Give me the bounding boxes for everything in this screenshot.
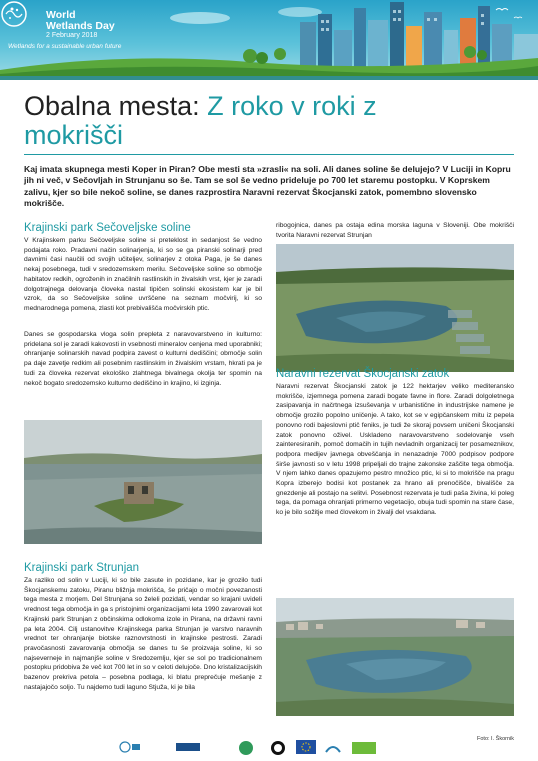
wwf-logo-icon <box>270 740 286 757</box>
event-title <box>46 10 115 32</box>
world-wetlands-day-logo-icon <box>0 0 34 28</box>
title-part-3: mokrišči <box>24 120 123 150</box>
photo-strunjan-aerial <box>276 244 514 372</box>
title-divider <box>24 154 514 155</box>
header-banner <box>0 0 538 80</box>
skocjan-paragraph-1: Naravni rezervat Škocjanski zatok je 122 hektarjev veliko mediteransko mokrišče, izjemnega pomena zaradi bogate favne in flore. Zaradi dolgoletnega zasipavanja in načrtnega izsuševanja v urbanistične in industrijske namene je območje grozilo popolno uničenje. A tako, kot se v egipčanskem mitu iz pepela ponovno rodi bajeslovni ptič feniks, je tudi že skoraj povsem uničeni Škocjanski zatok ponovno oživel. Uskladeno naravovarstveno sodelovanje vseh zainteresiranih, pomoč domačih in tujih nevladnih organizacij ter posameznikov, podpora medijev javnega obveščanja in nenazadnje 7000 podpisov podpore širše javnosti so v letu 1998 pripeljali do trajne zakonske zaščite tega območja. V njem lahko danes opazujemo pestro množico ptic, ki si to mokrišče na pragu Kopra izberejo bodisi kot postanek za hrano ali prenočišče, bivališče za gnezdenje ali postajo na selitvi. Posebnost rezervata je tudi paša živina, ki poleg tega, da pomaga ohranjati primerno vegetacijo, obuja tudi spomin na stare čase, ko je bilo sožitje med človekom in živalji del vsakdana. <box>276 383 514 517</box>
photo-secovlje-ruins <box>24 420 262 544</box>
ramsar-logo-icon <box>118 740 140 755</box>
section-heading-skocjan: Naravni rezervat Škocjanski zatok <box>276 368 450 380</box>
dopps-logo-icon <box>324 740 342 757</box>
section-heading-secovlje: Krajinski park Sečoveljske soline <box>24 222 191 234</box>
event-title-line2: Wetlands Day <box>46 20 115 32</box>
footer-logos <box>0 736 538 761</box>
title-part-2: Z roko v roki z <box>207 91 377 121</box>
partner-logo-icon <box>236 740 256 757</box>
park-logo-icon <box>352 740 376 757</box>
event-date: 2 February 2018 <box>46 32 98 39</box>
section-heading-strunjan: Krajinski park Strunjan <box>24 562 140 574</box>
intro-paragraph: Kaj imata skupnega mesti Koper in Piran? Obe mesti sta »zrasli« na soli. Ali danes soline še delujejo? V Luciji in Kopru jih ni več, v Sečovljah in Strunjanu so še. Tam se sol še vedno prideluje po 700 let staremu postopku. V Koprskem zalivu, kjer so bile nekoč soline, se danes razprostira Naravni rezervat Škocjanski zatok, pomembno slovensko mokrišče. <box>24 164 511 209</box>
strunjan-paragraph-continued: ribogojnica, danes pa ostaja edina morska laguna v Sloveniji. Obe mokrišči tvorita Naravni rezervat Strunjan <box>276 222 514 239</box>
ministry-logo-icon <box>176 740 200 755</box>
strunjan-paragraph-1: Za razliko od solin v Luciji, ki so bile zasute in pozidane, kar je grozilo tudi Škocjanskemu zatoku, Piranu bližnja mokrišča, še pričajo o močni povezanosti tega mesta z morjem. Del Strunjana so želeli pozidati, vendar so krajani uvideli vrednost tega območja in ga s pristojnimi organizacijami leta 1990 zavarovali kot Krajinski park Strunjan z občinskima odlokoma izole in Pirana, na državni ravni pa leta 2004. Cilj ustanovitve Krajinskega parka Strunjan je varstvo naravnih vrednot ter ohranjanje biotske raznovrstnosti in krajinske pestrosti. Zaradi pravočasnosti zavarovanja območja se danes tu še proizvaja soline, ki so najseverneje in najmanjše soline v Sredozemlju, kjer se sol po tradicionalnem postopku pridobiva že več kot 700 let in so v celoti delujoče. Dno kristalizacijskih bazenov prekriva petola – posebna podlaga, ki blatu preprečuje mešanje z nastajajočo soljo. Tu najdemo tudi laguno Stjuža, ki je bila <box>24 577 262 691</box>
title-part-1: Obalna mesta: <box>24 91 208 121</box>
eu-logo-icon <box>296 740 316 755</box>
event-tagline: Wetlands for a sustainable urban future <box>8 43 122 50</box>
photo-skocjan-aerial <box>276 598 514 716</box>
photo-credit: Foto: I. Škornik <box>477 736 514 742</box>
page-title <box>24 92 524 150</box>
secovlje-paragraph-2: Danes se gospodarska vloga solin prepleta z naravovarstveno in kulturno: pridelana sol je zaradi kakovosti in vsebnosti mineralov cenjena med uporabniki; ohranjanje solinarskih navad podpira zavest o kulturni dediščini; območje solin pa daje zavetje redkim ali posebnim rastlinskim in živalskim vrstam, hkrati pa je tudi za človeka rezervat ekološko zlahtnega bivalnega okolja ter spomin na nekoč bogato sredozemsko kulturno dediščino in krajino, ki izginja. <box>24 331 262 387</box>
secovlje-paragraph-1: V Krajinskem parku Sečoveljske soline si preteklost in sedanjost še vedno podajata roko. Pradavni način solinarjenja, ki so se ga piranski solinarji pred davnimi časi naučili od svojih učiteljev, solinarjev z otoka Paga, je še danes nekaj posebnega, tudi v sredozemskem merilu. Sečoveljske soline so območje habitatov redkih, ogroženih in značilnih rastlinskih in živalskih vrst, kjer je zaradi dolgotrajnega delovanja človeka nastal tipičen solinski ekosistem kar je bil vzrok, da so Sečoveljske soline uvrščene na seznam močvirij, ki so mednarodnega pomena, zlasti kot prebivališča močvirskih ptic. <box>24 237 262 312</box>
event-title-line1: World <box>46 9 76 21</box>
